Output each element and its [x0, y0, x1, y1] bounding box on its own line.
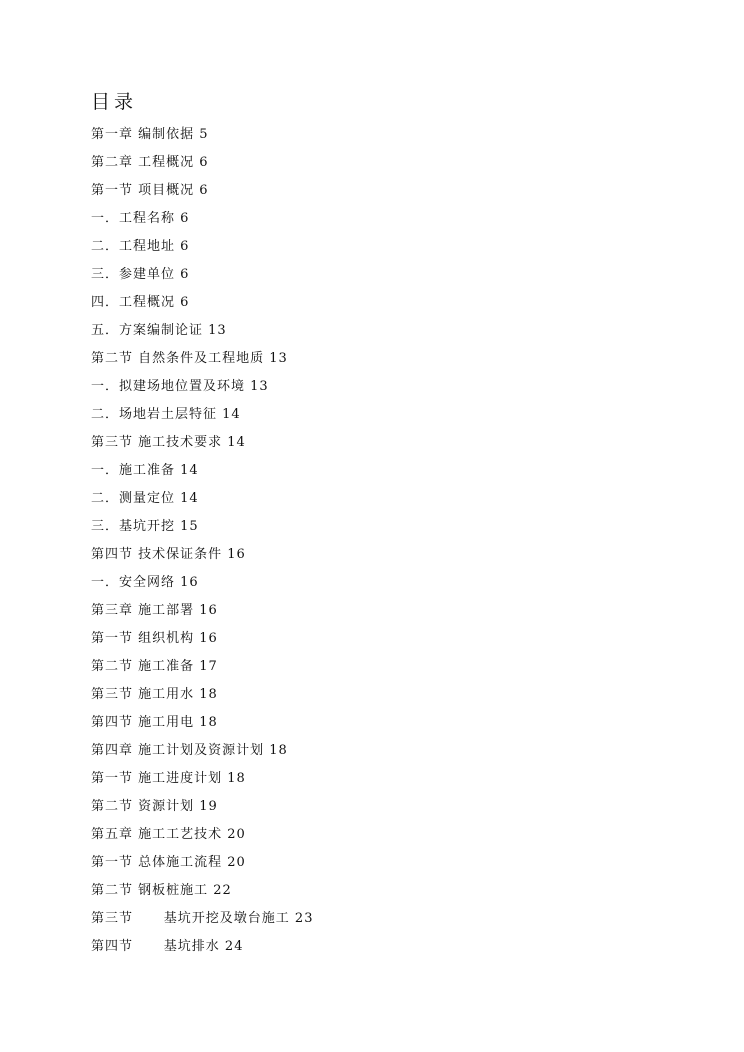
toc-entry: 第四节 技术保证条件 16: [91, 547, 246, 562]
toc-entry: 三．参建单位 6: [91, 267, 190, 282]
toc-entry: 一．施工准备 14: [91, 463, 199, 478]
toc-entry: 第一节 施工进度计划 18: [91, 771, 246, 786]
toc-entry: 第三章 施工部署 16: [91, 603, 218, 618]
toc-entry: 第四节 基坑排水 24: [91, 939, 244, 954]
toc-entry: 第一节 项目概况 6: [91, 183, 209, 198]
toc-entry: 二．工程地址 6: [91, 239, 190, 254]
toc-list: [91, 121, 691, 961]
toc-entry: 第五章 施工工艺技术 20: [91, 827, 246, 842]
toc-entry: 第二节 钢板桩施工 22: [91, 883, 232, 898]
toc-entry: 第四章 施工计划及资源计划 18: [91, 743, 288, 758]
toc-entry: 五．方案编制论证 13: [91, 323, 227, 338]
toc-title: 目录: [91, 91, 138, 113]
toc-entry: 第三节 施工技术要求 14: [91, 435, 246, 450]
toc-entry: 一．安全网络 16: [91, 575, 199, 590]
toc-entry: 二．测量定位 14: [91, 491, 199, 506]
toc-entry: 二．场地岩土层特征 14: [91, 407, 241, 422]
toc-entry: 四．工程概况 6: [91, 295, 190, 310]
toc-entry: 第一节 总体施工流程 20: [91, 855, 246, 870]
toc-entry: 一．拟建场地位置及环境 13: [91, 379, 269, 394]
toc-entry: 第一章 编制依据 5: [91, 127, 209, 142]
toc-entry: 第二节 自然条件及工程地质 13: [91, 351, 288, 366]
toc-entry: 第二节 资源计划 19: [91, 799, 218, 814]
toc-entry: 第三节 施工用水 18: [91, 687, 218, 702]
toc-entry: 第三节 基坑开挖及墩台施工 23: [91, 911, 314, 926]
toc-entry: 第一节 组织机构 16: [91, 631, 218, 646]
toc-entry: 一．工程名称 6: [91, 211, 190, 226]
toc-entry: 第二节 施工准备 17: [91, 659, 218, 674]
toc-entry: 第二章 工程概况 6: [91, 155, 209, 170]
toc-entry: 三．基坑开挖 15: [91, 519, 199, 534]
toc-entry: 第四节 施工用电 18: [91, 715, 218, 730]
